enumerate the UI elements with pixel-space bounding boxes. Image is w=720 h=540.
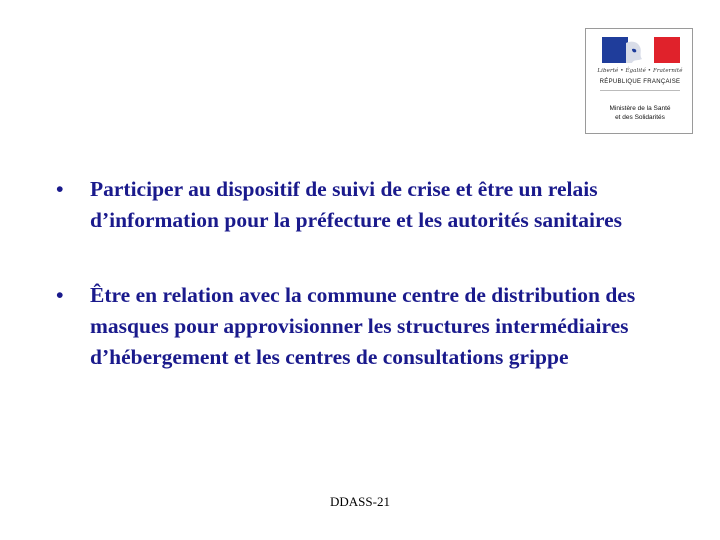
bullet-list — [56, 174, 696, 373]
bullet-marker: • — [56, 177, 64, 201]
logo-republic-label: RÉPUBLIQUE FRANÇAISE — [599, 79, 681, 85]
logo-ministry-line2: et des Solidarités — [615, 114, 665, 121]
logo-motto: Liberté • Égalité • Fraternité — [597, 68, 683, 74]
bullet-item — [56, 174, 696, 236]
bullet-text: Participer au dispositif de suivi de crise et être un relais d’information pour la préfecture et les autorités sanitaires — [90, 177, 623, 232]
bullet-marker: • — [56, 283, 64, 307]
logo-divider — [600, 90, 680, 91]
bullet-text: Être en relation avec la commune centre de distribution des masques pour approvisionner les structures intermédiaires d’hébergement et les centres de consultations grippe — [90, 283, 636, 369]
footer-label: DDASS-21 — [330, 494, 390, 509]
logo-ministry-name — [594, 104, 686, 122]
logo-ministry-line1: Ministère de la Santé — [609, 105, 671, 112]
bullet-item — [56, 280, 696, 373]
ministry-logo — [585, 28, 693, 134]
